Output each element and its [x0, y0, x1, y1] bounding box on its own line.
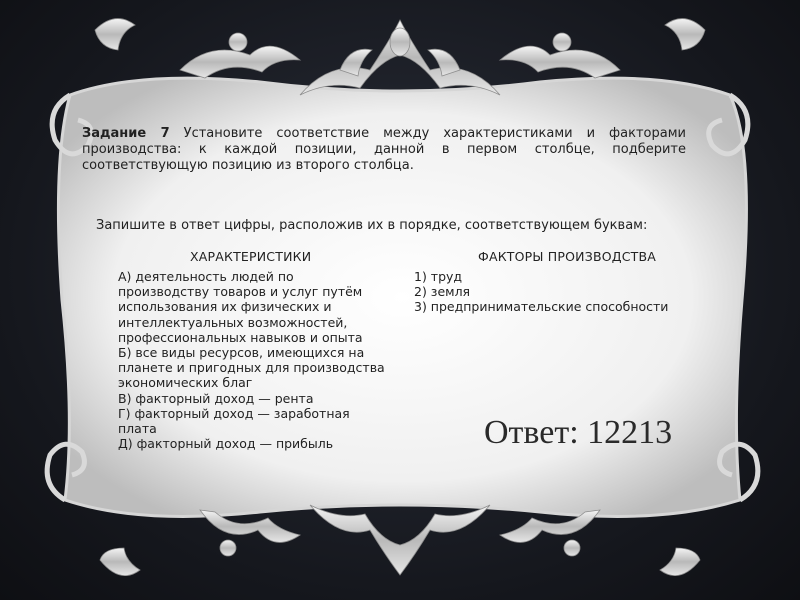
characteristic-item: В) факторный доход — рента — [118, 390, 314, 406]
answer-text: Ответ: 12213 — [484, 414, 673, 451]
factors-header: ФАКТОРЫ ПРОИЗВОДСТВА — [478, 249, 657, 264]
characteristic-item: Б) все виды ресурсов, имеющихся на планете и пригодных для производства экономических благ — [118, 345, 385, 391]
task-text: Установите соответствие между характеристиками и факторами производства: к каждой позиции, данной в первом столбце, подберите соответствующую позицию из второго столбца. — [82, 126, 686, 173]
characteristic-item: Г) факторный доход — заработная плата — [118, 405, 350, 437]
factor-item: 1) труд — [414, 269, 463, 284]
factor-item: 2) земля — [414, 284, 471, 300]
instruction-text: Запишите в ответ цифры, расположив их в порядке, соответствующем буквам: — [96, 218, 648, 233]
task-paragraph — [82, 126, 686, 174]
characteristics-header: ХАРАКТЕРИСТИКИ — [190, 249, 312, 264]
characteristic-item: А) деятельность людей по производству товаров и услуг путём использования их физических и интеллектуальных возможностей, профессиональных навыков и опыта — [118, 269, 363, 345]
characteristic-item: Д) факторный доход — прибыль — [118, 436, 334, 452]
task-label: Задание 7 — [82, 126, 170, 141]
characteristics-list — [118, 269, 388, 451]
factors-list — [414, 269, 704, 315]
factor-item: 3) предпринимательские способности — [414, 299, 669, 315]
